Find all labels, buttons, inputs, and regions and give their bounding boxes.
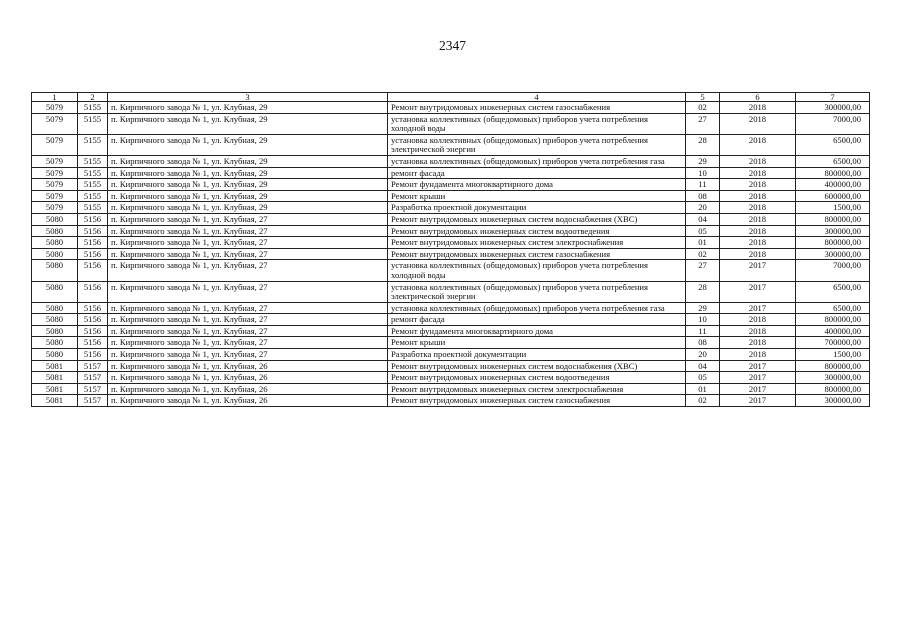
record-id-cell: 5080 [32, 213, 78, 225]
record-id-cell: 5080 [32, 225, 78, 237]
address-cell: п. Кирпичного завода № 1, ул. Клубная, 27 [108, 281, 388, 302]
column-header-7: 7 [796, 93, 870, 102]
column-header-5: 5 [686, 93, 720, 102]
work-code-cell: 27 [686, 113, 720, 134]
work-type-cell: Ремонт внутридомовых инженерных систем электроснабжения [388, 383, 686, 395]
work-type-cell: Ремонт фундамента многоквартирного дома [388, 179, 686, 191]
work-code-cell: 29 [686, 155, 720, 167]
work-type-cell: Ремонт фундамента многоквартирного дома [388, 325, 686, 337]
work-code-cell: 29 [686, 302, 720, 314]
address-cell: п. Кирпичного завода № 1, ул. Клубная, 29 [108, 155, 388, 167]
work-code-cell: 02 [686, 102, 720, 114]
cost-cell: 400000,00 [796, 325, 870, 337]
record-id-cell: 5080 [32, 349, 78, 361]
work-type-cell: ремонт фасада [388, 314, 686, 326]
year-cell: 2018 [720, 325, 796, 337]
table-row [32, 179, 870, 191]
record-id-cell: 5080 [32, 314, 78, 326]
house-id-cell: 5156 [78, 325, 108, 337]
work-code-cell: 08 [686, 190, 720, 202]
column-header-1: 1 [32, 93, 78, 102]
year-cell: 2018 [720, 155, 796, 167]
work-code-cell: 27 [686, 260, 720, 281]
year-cell: 2018 [720, 202, 796, 214]
address-cell: п. Кирпичного завода № 1, ул. Клубная, 29 [108, 190, 388, 202]
house-id-cell: 5155 [78, 202, 108, 214]
address-cell: п. Кирпичного завода № 1, ул. Клубная, 27 [108, 337, 388, 349]
year-cell: 2018 [720, 179, 796, 191]
house-id-cell: 5156 [78, 260, 108, 281]
address-cell: п. Кирпичного завода № 1, ул. Клубная, 26 [108, 383, 388, 395]
address-cell: п. Кирпичного завода № 1, ул. Клубная, 27 [108, 260, 388, 281]
year-cell: 2017 [720, 302, 796, 314]
work-code-cell: 11 [686, 325, 720, 337]
house-id-cell: 5156 [78, 248, 108, 260]
cost-cell: 300000,00 [796, 372, 870, 384]
address-cell: п. Кирпичного завода № 1, ул. Клубная, 27 [108, 325, 388, 337]
work-code-cell: 05 [686, 372, 720, 384]
table-row [32, 260, 870, 281]
address-cell: п. Кирпичного завода № 1, ул. Клубная, 27 [108, 302, 388, 314]
table-row [32, 213, 870, 225]
work-type-cell: установка коллективных (общедомовых) приборов учета потребления холодной воды [388, 260, 686, 281]
record-id-cell: 5080 [32, 237, 78, 249]
cost-cell: 6500,00 [796, 281, 870, 302]
year-cell: 2018 [720, 314, 796, 326]
table-row [32, 314, 870, 326]
work-type-cell: установка коллективных (общедомовых) приборов учета потребления электрической энергии [388, 281, 686, 302]
record-id-cell: 5080 [32, 281, 78, 302]
work-code-cell: 04 [686, 213, 720, 225]
record-id-cell: 5079 [32, 167, 78, 179]
address-cell: п. Кирпичного завода № 1, ул. Клубная, 27 [108, 237, 388, 249]
work-type-cell: Ремонт внутридомовых инженерных систем водоотведения [388, 225, 686, 237]
record-id-cell: 5080 [32, 248, 78, 260]
table-row [32, 281, 870, 302]
work-type-cell: Ремонт внутридомовых инженерных систем газоснабжения [388, 102, 686, 114]
work-type-cell: Ремонт внутридомовых инженерных систем водоснабжения (ХВС) [388, 213, 686, 225]
work-code-cell: 10 [686, 314, 720, 326]
repair-schedule-table [31, 92, 870, 407]
work-code-cell: 28 [686, 281, 720, 302]
year-cell: 2018 [720, 134, 796, 155]
house-id-cell: 5156 [78, 314, 108, 326]
table-row [32, 202, 870, 214]
year-cell: 2018 [720, 113, 796, 134]
cost-cell: 300000,00 [796, 395, 870, 407]
address-cell: п. Кирпичного завода № 1, ул. Клубная, 27 [108, 213, 388, 225]
cost-cell: 800000,00 [796, 383, 870, 395]
work-code-cell: 11 [686, 179, 720, 191]
record-id-cell: 5079 [32, 102, 78, 114]
table-row [32, 395, 870, 407]
house-id-cell: 5155 [78, 102, 108, 114]
table-row [32, 134, 870, 155]
table-row [32, 325, 870, 337]
table-row [32, 372, 870, 384]
house-id-cell: 5157 [78, 395, 108, 407]
record-id-cell: 5081 [32, 360, 78, 372]
table-row [32, 167, 870, 179]
house-id-cell: 5157 [78, 360, 108, 372]
house-id-cell: 5156 [78, 302, 108, 314]
column-header-3: 3 [108, 93, 388, 102]
cost-cell: 700000,00 [796, 337, 870, 349]
work-type-cell: Разработка проектной документации [388, 202, 686, 214]
house-id-cell: 5155 [78, 134, 108, 155]
address-cell: п. Кирпичного завода № 1, ул. Клубная, 27 [108, 314, 388, 326]
table-row [32, 383, 870, 395]
table-row [32, 225, 870, 237]
table-row [32, 302, 870, 314]
house-id-cell: 5157 [78, 372, 108, 384]
year-cell: 2017 [720, 360, 796, 372]
year-cell: 2017 [720, 383, 796, 395]
cost-cell: 800000,00 [796, 360, 870, 372]
work-type-cell: установка коллективных (общедомовых) приборов учета потребления газа [388, 302, 686, 314]
work-type-cell: Ремонт внутридомовых инженерных систем электроснабжения [388, 237, 686, 249]
house-id-cell: 5156 [78, 237, 108, 249]
house-id-cell: 5155 [78, 190, 108, 202]
year-cell: 2018 [720, 237, 796, 249]
work-type-cell: Ремонт внутридомовых инженерных систем водоснабжения (ХВС) [388, 360, 686, 372]
year-cell: 2018 [720, 190, 796, 202]
address-cell: п. Кирпичного завода № 1, ул. Клубная, 27 [108, 225, 388, 237]
record-id-cell: 5081 [32, 372, 78, 384]
table-body [32, 102, 870, 407]
work-code-cell: 04 [686, 360, 720, 372]
work-type-cell: Ремонт крыши [388, 337, 686, 349]
record-id-cell: 5080 [32, 302, 78, 314]
work-code-cell: 20 [686, 202, 720, 214]
record-id-cell: 5080 [32, 337, 78, 349]
cost-cell: 800000,00 [796, 237, 870, 249]
column-header-4: 4 [388, 93, 686, 102]
house-id-cell: 5157 [78, 383, 108, 395]
table-row [32, 155, 870, 167]
cost-cell: 1500,00 [796, 202, 870, 214]
table-row [32, 113, 870, 134]
house-id-cell: 5156 [78, 337, 108, 349]
cost-cell: 400000,00 [796, 179, 870, 191]
cost-cell: 800000,00 [796, 167, 870, 179]
cost-cell: 1500,00 [796, 349, 870, 361]
address-cell: п. Кирпичного завода № 1, ул. Клубная, 29 [108, 113, 388, 134]
work-type-cell: Ремонт внутридомовых инженерных систем газоснабжения [388, 395, 686, 407]
address-cell: п. Кирпичного завода № 1, ул. Клубная, 29 [108, 179, 388, 191]
record-id-cell: 5079 [32, 113, 78, 134]
cost-cell: 300000,00 [796, 248, 870, 260]
table-row [32, 337, 870, 349]
address-cell: п. Кирпичного завода № 1, ул. Клубная, 27 [108, 248, 388, 260]
year-cell: 2018 [720, 225, 796, 237]
house-id-cell: 5156 [78, 349, 108, 361]
table-header-row [32, 93, 870, 102]
year-cell: 2018 [720, 102, 796, 114]
address-cell: п. Кирпичного завода № 1, ул. Клубная, 26 [108, 395, 388, 407]
work-type-cell: Ремонт крыши [388, 190, 686, 202]
column-header-2: 2 [78, 93, 108, 102]
house-id-cell: 5156 [78, 213, 108, 225]
year-cell: 2018 [720, 337, 796, 349]
page-number: 2347 [439, 38, 466, 53]
work-type-cell: установка коллективных (общедомовых) приборов учета потребления холодной воды [388, 113, 686, 134]
record-id-cell: 5079 [32, 134, 78, 155]
cost-cell: 800000,00 [796, 213, 870, 225]
cost-cell: 300000,00 [796, 225, 870, 237]
work-type-cell: Разработка проектной документации [388, 349, 686, 361]
work-code-cell: 02 [686, 248, 720, 260]
cost-cell: 800000,00 [796, 314, 870, 326]
work-code-cell: 08 [686, 337, 720, 349]
column-header-6: 6 [720, 93, 796, 102]
record-id-cell: 5079 [32, 155, 78, 167]
cost-cell: 600000,00 [796, 190, 870, 202]
cost-cell: 6500,00 [796, 134, 870, 155]
record-id-cell: 5081 [32, 395, 78, 407]
house-id-cell: 5155 [78, 155, 108, 167]
year-cell: 2017 [720, 372, 796, 384]
table-row [32, 237, 870, 249]
address-cell: п. Кирпичного завода № 1, ул. Клубная, 26 [108, 372, 388, 384]
cost-cell: 6500,00 [796, 302, 870, 314]
house-id-cell: 5155 [78, 167, 108, 179]
address-cell: п. Кирпичного завода № 1, ул. Клубная, 29 [108, 167, 388, 179]
work-type-cell: установка коллективных (общедомовых) приборов учета потребления электрической энергии [388, 134, 686, 155]
work-type-cell: Ремонт внутридомовых инженерных систем водоотведения [388, 372, 686, 384]
year-cell: 2017 [720, 395, 796, 407]
work-code-cell: 28 [686, 134, 720, 155]
address-cell: п. Кирпичного завода № 1, ул. Клубная, 27 [108, 349, 388, 361]
cost-cell: 7000,00 [796, 260, 870, 281]
year-cell: 2017 [720, 260, 796, 281]
year-cell: 2017 [720, 281, 796, 302]
house-id-cell: 5156 [78, 281, 108, 302]
work-code-cell: 01 [686, 237, 720, 249]
work-code-cell: 10 [686, 167, 720, 179]
work-code-cell: 05 [686, 225, 720, 237]
cost-cell: 6500,00 [796, 155, 870, 167]
house-id-cell: 5155 [78, 113, 108, 134]
table-row [32, 360, 870, 372]
cost-cell: 300000,00 [796, 102, 870, 114]
table-row [32, 349, 870, 361]
work-code-cell: 02 [686, 395, 720, 407]
table-row [32, 190, 870, 202]
table-row [32, 102, 870, 114]
record-id-cell: 5080 [32, 325, 78, 337]
year-cell: 2018 [720, 167, 796, 179]
address-cell: п. Кирпичного завода № 1, ул. Клубная, 29 [108, 134, 388, 155]
year-cell: 2018 [720, 213, 796, 225]
address-cell: п. Кирпичного завода № 1, ул. Клубная, 26 [108, 360, 388, 372]
cost-cell: 7000,00 [796, 113, 870, 134]
table-row [32, 248, 870, 260]
house-id-cell: 5156 [78, 225, 108, 237]
address-cell: п. Кирпичного завода № 1, ул. Клубная, 29 [108, 102, 388, 114]
work-code-cell: 01 [686, 383, 720, 395]
record-id-cell: 5079 [32, 179, 78, 191]
address-cell: п. Кирпичного завода № 1, ул. Клубная, 29 [108, 202, 388, 214]
work-code-cell: 20 [686, 349, 720, 361]
record-id-cell: 5080 [32, 260, 78, 281]
record-id-cell: 5079 [32, 190, 78, 202]
record-id-cell: 5079 [32, 202, 78, 214]
year-cell: 2018 [720, 349, 796, 361]
work-type-cell: Ремонт внутридомовых инженерных систем газоснабжения [388, 248, 686, 260]
record-id-cell: 5081 [32, 383, 78, 395]
year-cell: 2018 [720, 248, 796, 260]
work-type-cell: установка коллективных (общедомовых) приборов учета потребления газа [388, 155, 686, 167]
work-type-cell: ремонт фасада [388, 167, 686, 179]
house-id-cell: 5155 [78, 179, 108, 191]
